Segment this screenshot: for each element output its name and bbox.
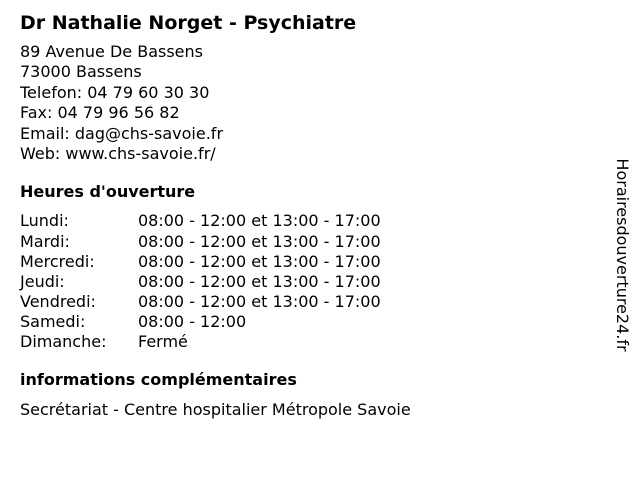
phone-line: Telefon: 04 79 60 30 30 xyxy=(20,82,210,102)
web-line: Web: www.chs-savoie.fr/ xyxy=(20,144,216,164)
hours-row-jeudi xyxy=(20,272,600,292)
hours-row-lundi xyxy=(20,211,600,231)
hours-time: 08:00 - 12:00 et 13:00 - 17:00 xyxy=(138,231,381,251)
address-city: 73000 Bassens xyxy=(20,62,142,82)
hours-day: Lundi: xyxy=(20,211,69,231)
listing-card xyxy=(20,10,600,420)
hours-day: Vendredi: xyxy=(20,291,96,311)
email-line: Email: dag@chs-savoie.fr xyxy=(20,123,224,143)
hours-time: 08:00 - 12:00 et 13:00 - 17:00 xyxy=(138,251,381,271)
info-heading: informations complémentaires xyxy=(20,370,297,390)
fax-line: Fax: 04 79 96 56 82 xyxy=(20,103,180,123)
hours-row-mercredi xyxy=(20,252,600,272)
hours-time: 08:00 - 12:00 et 13:00 - 17:00 xyxy=(138,291,381,311)
hours-day: Mardi: xyxy=(20,231,70,251)
hours-time: 08:00 - 12:00 et 13:00 - 17:00 xyxy=(138,211,381,231)
hours-day: Samedi: xyxy=(20,311,86,331)
hours-row-mardi xyxy=(20,232,600,252)
site-watermark-label: Horairesdouverture24.fr xyxy=(613,158,632,352)
hours-time: Fermé xyxy=(138,332,188,351)
page-title: Dr Nathalie Norget - Psychiatre xyxy=(20,12,357,34)
hours-day: Dimanche: xyxy=(20,332,107,351)
hours-heading: Heures d'ouverture xyxy=(20,182,196,202)
hours-row-samedi xyxy=(20,312,600,332)
hours-day: Mercredi: xyxy=(20,251,95,271)
hours-row-vendredi xyxy=(20,292,600,312)
hours-table xyxy=(20,211,600,352)
address-street: 89 Avenue De Bassens xyxy=(20,42,203,61)
info-text: Secrétariat - Centre hospitalier Métropole Savoie xyxy=(20,400,411,420)
hours-time: 08:00 - 12:00 et 13:00 - 17:00 xyxy=(138,271,381,291)
contact-block xyxy=(20,42,600,164)
hours-row-dimanche xyxy=(20,332,600,352)
hours-day: Jeudi: xyxy=(20,271,65,291)
hours-time: 08:00 - 12:00 xyxy=(138,311,247,331)
